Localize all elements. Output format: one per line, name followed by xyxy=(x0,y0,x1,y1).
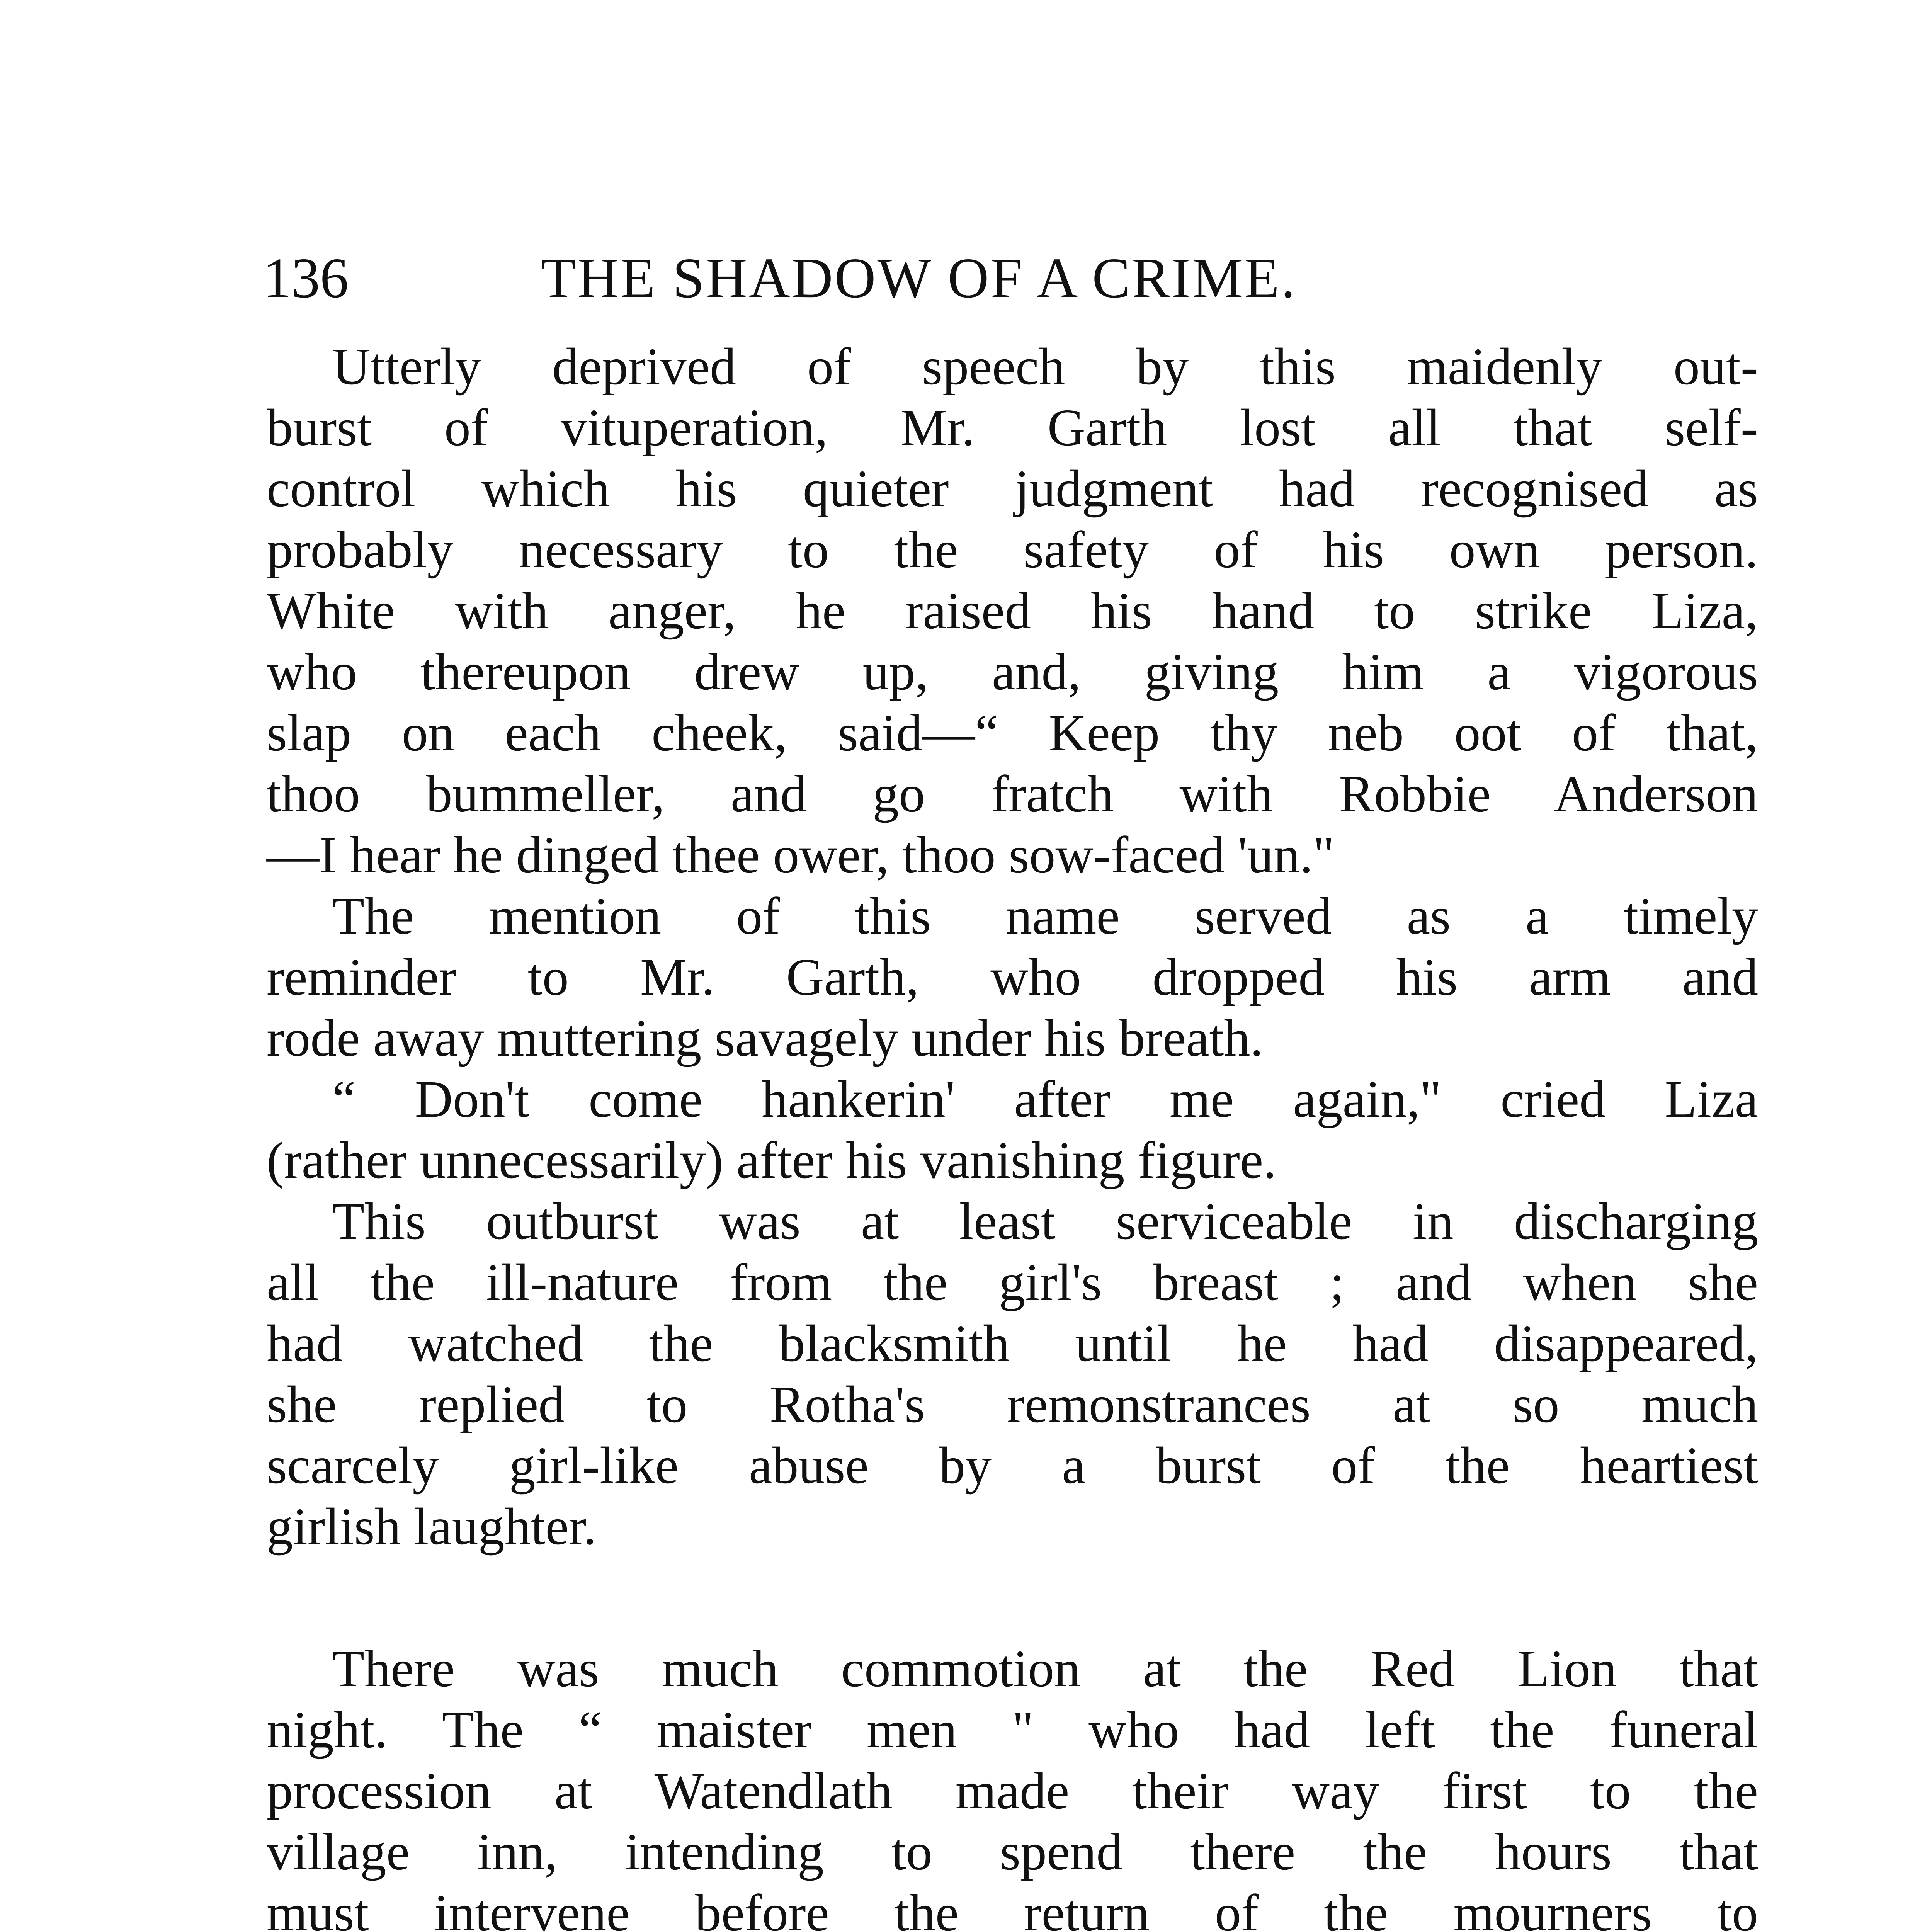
text-line: Utterly deprived of speech by this maidenly out- xyxy=(332,338,1758,396)
text-line: (rather unnecessarily) after his vanishing figure. xyxy=(267,1131,1277,1189)
running-title: THE SHADOW OF A CRIME. xyxy=(541,247,1297,310)
paragraph-1 xyxy=(267,336,1758,886)
text-line: “ Don't come hankerin' after me again," cried Liza xyxy=(332,1070,1758,1128)
paragraph-2 xyxy=(267,886,1758,1069)
text-line: procession at Watendlath made their way first to the xyxy=(267,1762,1758,1820)
text-line: village inn, intending to spend there the hours that xyxy=(267,1823,1758,1881)
page-number: 136 xyxy=(263,247,349,310)
text-block-upper xyxy=(267,336,1758,1557)
text-line: must intervene before the return of the mourners to xyxy=(267,1884,1758,1932)
text-line: White with anger, he raised his hand to strike Liza, xyxy=(267,582,1758,640)
text-line: night. The “ maister men " who had left the funeral xyxy=(267,1701,1758,1759)
paragraph-4 xyxy=(267,1191,1758,1557)
text-line: slap on each cheek, said—“ Keep thy neb oot of that, xyxy=(267,704,1758,762)
paragraph-5 xyxy=(267,1638,1758,1932)
text-line: scarcely girl-like abuse by a burst of the heartiest xyxy=(267,1437,1758,1495)
text-block-lower xyxy=(267,1638,1758,1932)
text-line: girlish laughter. xyxy=(267,1498,597,1556)
text-line: who thereupon drew up, and, giving him a vigorous xyxy=(267,643,1758,701)
text-line: thoo bummeller, and go fratch with Robbie Anderson xyxy=(267,765,1758,823)
text-line: control which his quieter judgment had recognised as xyxy=(267,460,1758,518)
text-line: The mention of this name served as a timely xyxy=(332,887,1758,945)
text-line: reminder to Mr. Garth, who dropped his arm and xyxy=(267,948,1758,1006)
running-head xyxy=(263,240,1762,317)
text-line: rode away muttering savagely under his breath. xyxy=(267,1009,1264,1067)
text-line: —I hear he dinged thee ower, thoo sow-faced 'un." xyxy=(267,826,1335,884)
paragraph-3 xyxy=(267,1069,1758,1191)
text-line: she replied to Rotha's remonstrances at so much xyxy=(267,1376,1758,1434)
text-line: all the ill-nature from the girl's breast ; and when she xyxy=(267,1253,1758,1311)
text-line: burst of vituperation, Mr. Garth lost all that self- xyxy=(267,399,1758,457)
text-line: had watched the blacksmith until he had disappeared, xyxy=(267,1315,1758,1372)
text-line: There was much commotion at the Red Lion that xyxy=(332,1640,1758,1698)
text-line: This outburst was at least serviceable in discharging xyxy=(332,1192,1758,1250)
text-line: probably necessary to the safety of his own person. xyxy=(267,521,1758,579)
